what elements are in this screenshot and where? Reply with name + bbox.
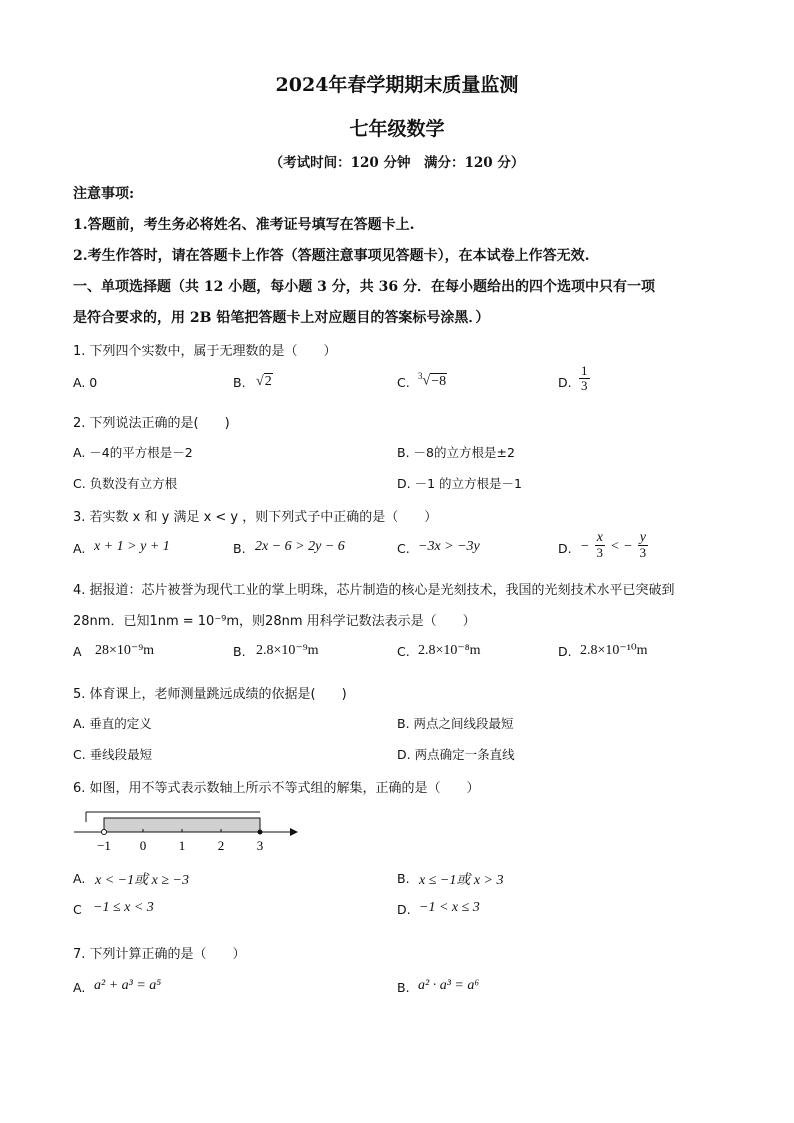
exam-info: （考试时间：120 分钟 满分：120 分） xyxy=(269,155,525,171)
axis-label-2: 2 xyxy=(217,838,225,853)
number-line-figure xyxy=(70,805,300,859)
question-4-stem-line1: 4. 据报道：芯片被誉为现代工业的掌上明珠，芯片制造的核心是光刻技术，我国的光刻技术水平已突破到 xyxy=(73,583,675,598)
subject-title: 七年级数学 xyxy=(349,118,445,140)
q4-option-b-expr: 2.8×10⁻⁹m xyxy=(256,643,319,658)
q3-option-c-expr: −3x > −3y xyxy=(418,539,480,554)
q2-option-a: A. －4的平方根是－2 xyxy=(73,445,193,460)
question-4-stem-line2: 28nm．已知1nm = 10⁻⁹m，则28nm 用科学记数法表示是（ ） xyxy=(73,614,476,629)
q1-d-denominator: 3 xyxy=(581,378,588,393)
q6-option-a-label: A. xyxy=(73,871,86,886)
q1-option-a: A. 0 xyxy=(73,375,98,390)
q2-option-c: C. 负数没有立方根 xyxy=(73,476,178,491)
q4-option-d-label: D. xyxy=(558,644,572,659)
axis-label-1: 1 xyxy=(178,838,186,853)
q3-option-c-label: C. xyxy=(397,541,410,556)
q3-d-lt: < − xyxy=(610,539,633,554)
q1-option-d-fraction xyxy=(579,364,590,393)
notes-item-2: 2.考生作答时，请在答题卡上作答（答题注意事项见答题卡），在本试卷上作答无效. xyxy=(73,248,590,264)
q5-option-c: C. 垂线段最短 xyxy=(73,747,153,762)
q3-d-num2: y xyxy=(638,531,649,546)
q2-option-d: D. －1 的立方根是－1 xyxy=(397,476,522,491)
question-3-stem: 3. 若实数 x 和 y 满足 x < y ，则下列式子中正确的是（ ） xyxy=(73,510,438,525)
q6-option-b-expr: x ≤ −1或 x > 3 xyxy=(419,873,504,888)
q5-option-d: D. 两点确定一条直线 xyxy=(397,747,515,762)
question-5-stem: 5. 体育课上，老师测量跳远成绩的依据是( ) xyxy=(73,687,347,702)
q6-option-c-label: C xyxy=(73,902,82,917)
q6-option-c-expr: −1 ≤ x < 3 xyxy=(93,900,154,915)
q1-option-c-cbrt: $^3$√−8 xyxy=(418,371,447,389)
question-7-stem: 7. 下列计算正确的是（ ） xyxy=(73,947,246,962)
section-1-instructions-line1: 一、单项选择题（共 12 小题，每小题 3 分，共 36 分．在每小题给出的四个选项中只有一项 xyxy=(73,279,655,295)
q3-d-minus: − xyxy=(580,539,590,554)
q1-option-d-label: D. xyxy=(558,375,572,390)
q5-option-a: A. 垂直的定义 xyxy=(73,716,152,731)
q6-option-d-expr: −1 < x ≤ 3 xyxy=(419,900,480,915)
q4-option-d-expr: 2.8×10⁻¹⁰m xyxy=(580,643,648,658)
q6-option-d-label: D. xyxy=(397,902,411,917)
q3-option-a-label: A. xyxy=(73,541,86,556)
number-line-svg xyxy=(70,805,300,855)
q1-option-b-sqrt: √2 xyxy=(256,374,272,389)
exam-title: 2024年春学期期末质量监测 xyxy=(275,74,519,96)
q6-option-a-expr: x < −1或 x ≥ −3 xyxy=(95,873,189,888)
q7-option-a-expr: a² + a³ = a⁵ xyxy=(94,978,162,993)
axis-arrow xyxy=(290,828,298,836)
q7-option-b-expr: a² · a³ = a⁶ xyxy=(418,978,480,993)
section-1-instructions-line2: 是符合要求的，用 2B 铅笔把答题卡上对应题目的答案标号涂黑．） xyxy=(73,310,490,326)
q4-option-a-label: A xyxy=(73,644,82,659)
q1-d-numerator: 1 xyxy=(581,363,588,378)
q1-c-radicand: −8 xyxy=(431,374,447,389)
notes-item-1: 1.答题前，考生务必将姓名、准考证号填写在答题卡上. xyxy=(73,217,415,233)
question-6-stem: 6. 如图，用不等式表示数轴上所示不等式组的解集，正确的是（ ） xyxy=(73,781,480,796)
q7-option-a-label: A. xyxy=(73,980,86,995)
question-1-stem: 1. 下列四个实数中，属于无理数的是（ ） xyxy=(73,344,337,359)
closed-endpoint-3 xyxy=(258,830,263,835)
q3-d-den1: 3 xyxy=(596,545,604,560)
q4-option-a-expr: 28×10⁻⁹m xyxy=(95,643,155,658)
q7-option-b-label: B. xyxy=(397,980,410,995)
q1-b-radicand: 2 xyxy=(264,374,272,389)
axis-label-0: 0 xyxy=(139,838,147,853)
q1-option-b-label: B. xyxy=(233,375,246,390)
q6-option-b-label: B. xyxy=(397,871,410,886)
q4-option-b-label: B. xyxy=(233,644,246,659)
q3-d-den2: 3 xyxy=(639,545,647,560)
q2-option-b: B. －8的立方根是±2 xyxy=(397,445,515,460)
q4-option-c-label: C. xyxy=(397,644,410,659)
notes-heading: 注意事项: xyxy=(73,186,135,202)
q1-c-index: 3 xyxy=(418,371,423,382)
question-2-stem: 2. 下列说法正确的是( ) xyxy=(73,416,230,431)
q3-option-d-label: D. xyxy=(558,541,572,556)
q3-option-a-expr: x + 1 > y + 1 xyxy=(94,539,170,554)
q3-option-d-expr xyxy=(580,531,648,560)
q3-option-b-label: B. xyxy=(233,541,246,556)
q1-option-c-label: C. xyxy=(397,375,410,390)
axis-label-minus-1: −1 xyxy=(97,838,111,853)
axis-label-3: 3 xyxy=(256,838,264,853)
open-endpoint-minus-1 xyxy=(102,830,107,835)
q3-d-num1: x xyxy=(595,531,606,546)
q5-option-b: B. 两点之间线段最短 xyxy=(397,716,514,731)
q4-option-c-expr: 2.8×10⁻⁸m xyxy=(418,643,481,658)
q3-option-b-expr: 2x − 6 > 2y − 6 xyxy=(255,539,345,554)
